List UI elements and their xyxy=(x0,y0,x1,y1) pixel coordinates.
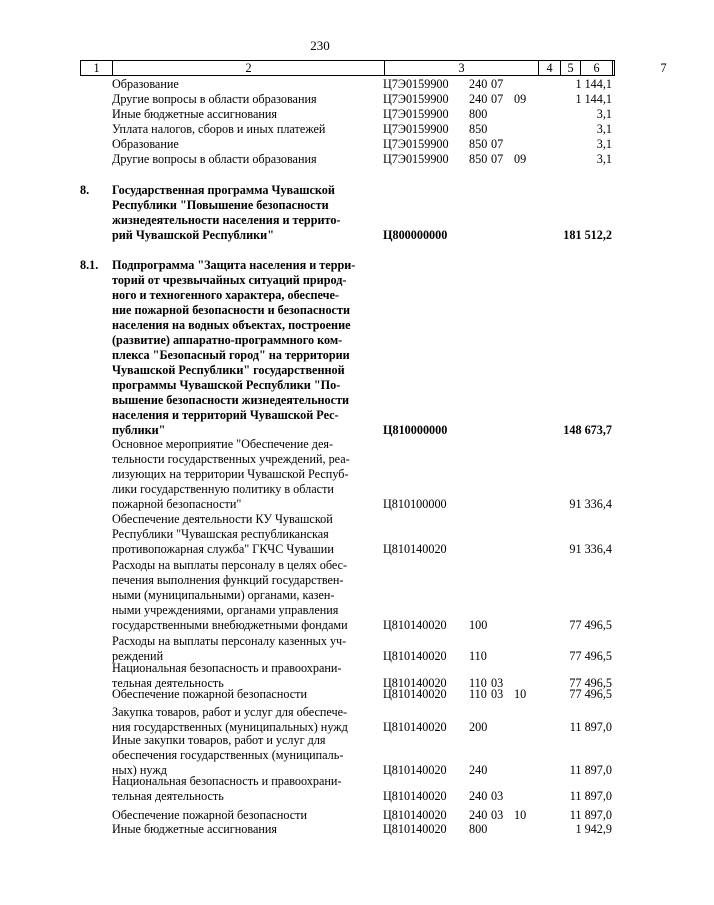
row-name-line: Национальная безопасность и правоохрани- xyxy=(112,774,342,788)
row-name-line: населения на водных объектах, построение xyxy=(112,318,351,332)
subsection: 10 xyxy=(514,808,527,822)
table-row xyxy=(0,437,640,512)
target-code: Ц810140020 xyxy=(383,542,447,556)
table-row xyxy=(0,822,640,837)
amount: 77 496,5 xyxy=(569,676,612,690)
amount: 1 144,1 xyxy=(575,92,612,106)
row-name xyxy=(112,122,367,137)
row-name-line: Государственная программа Чувашской xyxy=(112,183,335,197)
target-code: Ц7Э0159900 xyxy=(383,137,449,151)
row-name xyxy=(112,437,367,512)
row-name-line: Другие вопросы в области образования xyxy=(112,92,317,106)
amount: 11 897,0 xyxy=(569,808,612,822)
table-row xyxy=(0,558,640,633)
row-name xyxy=(112,137,367,152)
row-name-line: государственными внебюджетными фондами xyxy=(112,618,348,632)
target-code: Ц810140020 xyxy=(383,649,447,663)
row-name-line: плекса "Безопасный город" на территории xyxy=(112,348,350,362)
target-code: Ц7Э0159900 xyxy=(383,77,449,91)
target-code: Ц800000000 xyxy=(383,228,448,242)
row-name-line: Республики "Повышение безопасности xyxy=(112,198,329,212)
row-name-line: Республики "Чувашская республиканская xyxy=(112,527,329,541)
section: 07 xyxy=(491,92,504,106)
row-name-line: ние пожарной безопасности и безопасности xyxy=(112,303,350,317)
table-row xyxy=(0,733,640,778)
column-header-row xyxy=(80,60,667,76)
table-row xyxy=(0,77,640,92)
col-header-6: 6 xyxy=(581,61,613,75)
expense-type: 800 xyxy=(469,107,488,121)
row-name-line: ными учреждениями, органами управления xyxy=(112,603,339,617)
row-name xyxy=(112,107,367,122)
amount: 77 496,5 xyxy=(569,618,612,632)
row-name-line: тельная деятельность xyxy=(112,676,224,690)
target-code: Ц7Э0159900 xyxy=(383,107,449,121)
row-name-line: печения выполнения функций государствен- xyxy=(112,573,344,587)
row-name xyxy=(112,77,367,92)
section: 03 xyxy=(491,676,504,690)
section: 03 xyxy=(491,808,504,822)
row-name-line: ными (муниципальными) органами, казен- xyxy=(112,588,335,602)
row-name xyxy=(112,558,367,633)
target-code: Ц7Э0159900 xyxy=(383,92,449,106)
row-name-line: населения и территорий Чувашской Рес- xyxy=(112,408,339,422)
subsection: 09 xyxy=(514,152,527,166)
target-code: Ц810140020 xyxy=(383,676,447,690)
expense-type: 110 xyxy=(469,676,487,690)
row-name-line: Расходы на выплаты персоналу казенных уч- xyxy=(112,634,347,648)
expense-type: 850 xyxy=(469,122,488,136)
row-name-line: Закупка товаров, работ и услуг для обеспече- xyxy=(112,705,348,719)
section: 07 xyxy=(491,77,504,91)
table-row xyxy=(0,107,640,122)
col-header-4: 4 xyxy=(539,61,561,75)
row-name-line: Обеспечение пожарной безопасности xyxy=(112,687,308,701)
row-name-line: Иные бюджетные ассигнования xyxy=(112,822,278,836)
col-header-2: 2 xyxy=(113,61,385,75)
row-name xyxy=(112,512,367,557)
row-name-line: обеспечения государственных (муниципаль- xyxy=(112,748,344,762)
row-name-line: Уплата налогов, сборов и иных платежей xyxy=(112,122,326,136)
row-name-line: Подпрограмма "Защита населения и терри- xyxy=(112,258,356,272)
target-code: Ц7Э0159900 xyxy=(383,122,449,136)
col-header-3: 3 xyxy=(385,61,539,75)
expense-type: 850 xyxy=(469,152,488,166)
expense-type: 850 xyxy=(469,137,488,151)
row-name-line: лизующих на территории Чувашской Респуб- xyxy=(112,467,349,481)
row-name-line: ния государственных (муниципальных) нужд xyxy=(112,720,348,734)
expense-type: 100 xyxy=(469,618,488,632)
amount: 11 897,0 xyxy=(569,763,612,777)
amount: 11 897,0 xyxy=(569,789,612,803)
amount: 91 336,4 xyxy=(569,497,612,511)
row-name-line: публики" xyxy=(112,423,166,437)
row-name-line: лики государственную политику в области xyxy=(112,482,334,496)
amount: 181 512,2 xyxy=(563,228,612,242)
target-code: Ц810140020 xyxy=(383,789,447,803)
row-name xyxy=(112,705,367,735)
row-name-line: Иные бюджетные ассигнования xyxy=(112,107,278,121)
row-name-line: Национальная безопасность и правоохрани- xyxy=(112,661,342,675)
row-name-line: торий от чрезвычайных ситуаций природ- xyxy=(112,273,347,287)
col-header-1: 1 xyxy=(81,61,113,75)
table-row xyxy=(0,705,640,735)
target-code: Ц810100000 xyxy=(383,497,447,511)
amount: 148 673,7 xyxy=(563,423,612,437)
row-name-line: пожарной безопасности" xyxy=(112,497,242,511)
amount: 3,1 xyxy=(596,152,612,166)
row-name-line: ных) нужд xyxy=(112,763,167,777)
subsection: 10 xyxy=(514,687,527,701)
row-name-line: реждений xyxy=(112,649,164,663)
row-name-line: противопожарная служба" ГКЧС Чувашии xyxy=(112,542,334,556)
row-name xyxy=(112,92,367,107)
amount: 3,1 xyxy=(596,107,612,121)
expense-type: 110 xyxy=(469,687,487,701)
col-header-7: 7 xyxy=(660,61,667,75)
row-name xyxy=(112,733,367,778)
row-name xyxy=(112,258,367,438)
section: 07 xyxy=(491,152,504,166)
table-row xyxy=(0,687,640,702)
row-name xyxy=(112,687,367,702)
target-code: Ц7Э0159900 xyxy=(383,152,449,166)
row-name xyxy=(112,822,367,837)
target-code: Ц810140020 xyxy=(383,822,447,836)
row-name xyxy=(112,634,367,664)
page-number: 230 xyxy=(310,38,330,53)
row-name-line: (развитие) аппаратно-программного ком- xyxy=(112,333,343,347)
row-name-line: Образование xyxy=(112,77,179,91)
expense-type: 240 xyxy=(469,789,488,803)
subsection: 09 xyxy=(514,92,527,106)
target-code: Ц810140020 xyxy=(383,763,447,777)
amount: 77 496,5 xyxy=(569,649,612,663)
table-row xyxy=(0,183,640,243)
target-code: Ц810140020 xyxy=(383,618,447,632)
row-name xyxy=(112,808,367,823)
target-code: Ц810000000 xyxy=(383,423,448,437)
section: 07 xyxy=(491,137,504,151)
row-name xyxy=(112,183,367,243)
amount: 1 144,1 xyxy=(575,77,612,91)
row-name-line: Расходы на выплаты персоналу в целях обес- xyxy=(112,558,348,572)
row-name-line: Иные закупки товаров, работ и услуг для xyxy=(112,733,326,747)
row-number: 8.1. xyxy=(80,258,99,272)
row-name-line: Чувашской Республики" государственной xyxy=(112,363,345,377)
row-name-line: вышение безопасности жизнедеятельности xyxy=(112,393,350,407)
row-name-line: Обеспечение пожарной безопасности xyxy=(112,808,308,822)
row-name-line: Основное мероприятие "Обеспечение дея- xyxy=(112,437,334,451)
amount: 11 897,0 xyxy=(569,720,612,734)
row-name-line: Обеспечение деятельности КУ Чувашской xyxy=(112,512,333,526)
amount: 77 496,5 xyxy=(569,687,612,701)
target-code: Ц810140020 xyxy=(383,687,447,701)
row-name-line: рий Чувашской Республики" xyxy=(112,228,274,242)
expense-type: 240 xyxy=(469,763,488,777)
table-row xyxy=(0,258,640,438)
target-code: Ц810140020 xyxy=(383,808,447,822)
col-header-5: 5 xyxy=(561,61,581,75)
table-row xyxy=(0,774,640,804)
expense-type: 200 xyxy=(469,720,488,734)
expense-type: 240 xyxy=(469,808,488,822)
row-name-line: программы Чувашской Республики "По- xyxy=(112,378,341,392)
row-name xyxy=(112,152,367,167)
section: 03 xyxy=(491,687,504,701)
expense-type: 110 xyxy=(469,649,487,663)
target-code: Ц810140020 xyxy=(383,720,447,734)
amount: 3,1 xyxy=(596,122,612,136)
row-name xyxy=(112,774,367,804)
amount: 3,1 xyxy=(596,137,612,151)
table-row xyxy=(0,122,640,137)
table-row xyxy=(0,512,640,557)
row-name-line: тельная деятельность xyxy=(112,789,224,803)
table-row xyxy=(0,634,640,664)
row-name-line: Другие вопросы в области образования xyxy=(112,152,317,166)
expense-type: 800 xyxy=(469,822,488,836)
row-name-line: жизнедеятельности населения и террито- xyxy=(112,213,341,227)
expense-type: 240 xyxy=(469,92,488,106)
amount: 1 942,9 xyxy=(575,822,612,836)
expense-type: 240 xyxy=(469,77,488,91)
table-row xyxy=(0,808,640,823)
amount: 91 336,4 xyxy=(569,542,612,556)
table-row xyxy=(0,92,640,107)
table-row xyxy=(0,152,640,167)
row-name-line: Образование xyxy=(112,137,179,151)
row-name-line: ного и техногенного характера, обеспече- xyxy=(112,288,339,302)
table-row xyxy=(0,137,640,152)
row-name-line: тельности государственных учреждений, реа- xyxy=(112,452,350,466)
row-number: 8. xyxy=(80,183,90,197)
section: 03 xyxy=(491,789,504,803)
